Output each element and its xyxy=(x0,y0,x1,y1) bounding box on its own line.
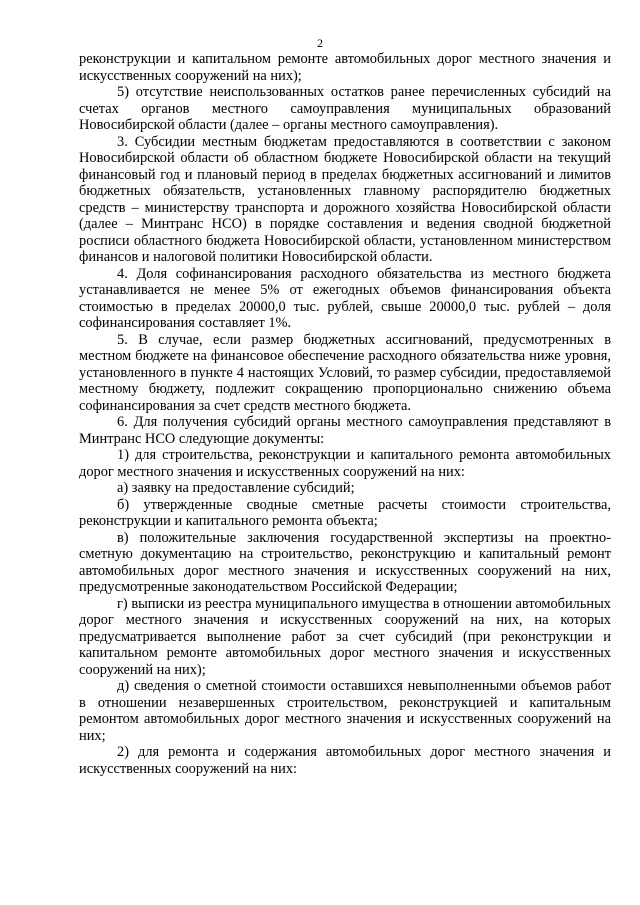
paragraph-subitem-a: а) заявку на предоставление субсидий; xyxy=(117,480,355,496)
paragraph-section-3: 3. Субсидии местным бюджетам предоставляются в соответствии с законом Новосибирской области об областном бюджете Новосибирской области на текущий финансовый год и плановый период в пределах бюджетных ассигнований и лимитов бюджетных обязательств, установленных главному распорядителю бюджетных средств – министерству транспорта и дорожного хозяйства Новосибирской области (далее – Минтранс НСО) в порядке составления и ведения сводной бюджетной росписи областного бюджета Новосибирской области, установленном министерством финансов и налоговой политики Новосибирской области. xyxy=(79,133,611,265)
paragraph-subitem-1: 1) для строительства, реконструкции и капитального ремонта автомобильных дорог местного значения и искусственных сооружений на них: xyxy=(79,447,611,480)
paragraph-subitem-2: 2) для ремонта и содержания автомобильных дорог местного значения и искусственных сооружений на них: xyxy=(79,744,611,777)
paragraph-subitem-b: б) утвержденные сводные сметные расчеты стоимости строительства, реконструкции и капитального ремонта объекта; xyxy=(79,496,611,529)
paragraph-item-5: 5) отсутствие неиспользованных остатков ранее перечисленных субсидий на счетах органов местного самоуправления муниципальных образований Новосибирской области (далее – органы местного самоуправления). xyxy=(79,84,611,133)
paragraph-section-4: 4. Доля софинансирования расходного обязательства из местного бюджета устанавливается не менее 5% от ежегодных объемов финансирования объекта стоимостью в пределах 20000,0 тыс. рублей, свыше 20000,0 тыс. рублей – доля софинансирования составляет 1%. xyxy=(79,265,611,331)
paragraph-section-6: 6. Для получения субсидий органы местного самоуправления представляют в Минтранс НСО следующие документы: xyxy=(79,414,611,447)
paragraph-subitem-d: д) сведения о сметной стоимости оставшихся невыполненными объемов работ в отношении незавершенных строительством, реконструкцией и капитальным ремонтом автомобильных дорог местного значения и искусственных сооружений на них; xyxy=(79,678,611,744)
paragraph-subitem-v: в) положительные заключения государственной экспертизы на проектно-сметную документацию на строительство, реконструкцию и капитальный ремонт автомобильных дорог местного значения и искусственных сооружений на них, предусмотренные законодательством Российской Федерации; xyxy=(79,529,611,595)
paragraph-section-5: 5. В случае, если размер бюджетных ассигнований, предусмотренных в местном бюджете на финансовое обеспечение расходного обязательства ниже уровня, установленного в пункте 4 настоящих Условий, то размер субсидии, предоставляемой местному бюджету, подлежит сокращению пропорционально снижению объема софинансирования за счет средств местного бюджета. xyxy=(79,331,611,414)
page-number: 2 xyxy=(317,36,323,50)
document-body xyxy=(79,51,611,777)
paragraph-subitem-g: г) выписки из реестра муниципального имущества в отношении автомобильных дорог местного значения и искусственных сооружений на них, на которых предусматривается выполнение работ за счет субсидий (при реконструкции и капитальном ремонте автомобильных дорог местного значения и искусственных сооружений на них); xyxy=(79,595,611,678)
paragraph-continuation: реконструкции и капитальном ремонте автомобильных дорог местного значения и искусственных сооружений на них); xyxy=(79,51,611,84)
